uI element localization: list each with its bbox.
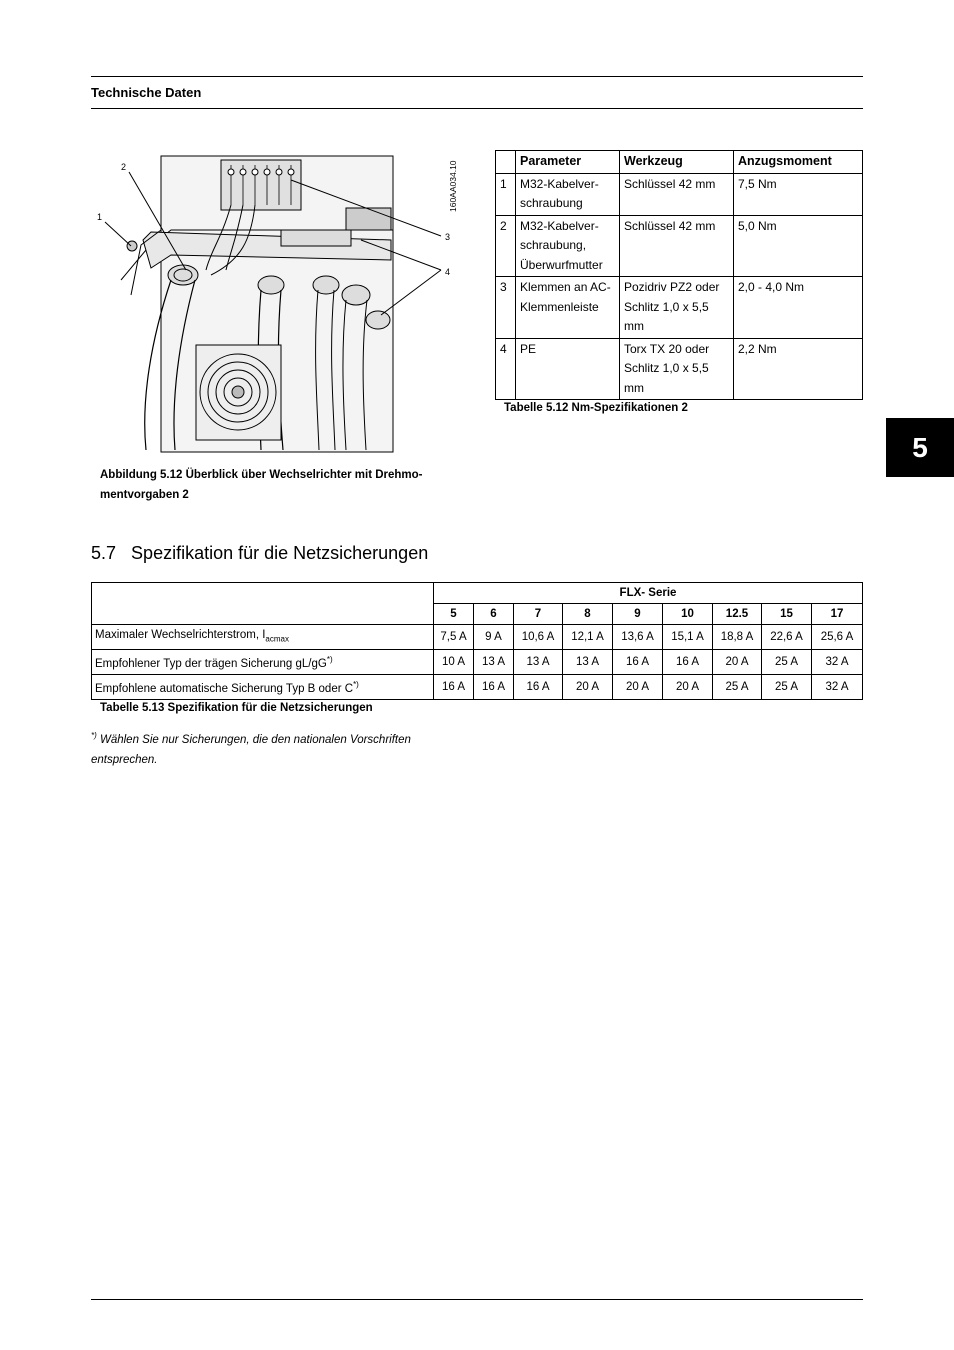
table-cell: 3 [496, 277, 516, 339]
header-top-rule [91, 76, 863, 77]
col-header: Anzugsmoment [734, 151, 863, 174]
table-cell: Pozidriv PZ2 oder Schlitz 1,0 x 5,5 mm [620, 277, 734, 339]
table-cell: 16 A [434, 675, 474, 700]
table-cell: 25 A [762, 650, 812, 675]
row-label-superscript: *) [326, 655, 333, 665]
table-cell: M32-Kabelver-schraubung [516, 173, 620, 215]
table-cell: Schlüssel 42 mm [620, 173, 734, 215]
col-header: 12.5 [713, 604, 762, 625]
footer-rule [91, 1299, 863, 1300]
series-label: FLX- Serie [434, 583, 863, 604]
header-bottom-rule [91, 108, 863, 109]
table-cell: 16 A [474, 675, 514, 700]
table-cell: 5,0 Nm [734, 215, 863, 277]
table-row [92, 650, 863, 675]
table-cell: 32 A [812, 650, 863, 675]
table-cell: 13 A [514, 650, 563, 675]
row-label [92, 675, 434, 700]
row-label [92, 625, 434, 650]
table-cell: 20 A [613, 675, 663, 700]
table-cell: Klemmen an AC-Klemmenleiste [516, 277, 620, 339]
table-row [92, 675, 863, 700]
table-row [92, 625, 863, 650]
empty-corner-cell [92, 583, 434, 625]
table-cell: 20 A [563, 675, 613, 700]
table-header-row [496, 151, 863, 174]
table-cell: 13,6 A [613, 625, 663, 650]
table-cell: 2,0 - 4,0 Nm [734, 277, 863, 339]
table-cell: 22,6 A [762, 625, 812, 650]
table-cell: 16 A [613, 650, 663, 675]
col-header: 10 [663, 604, 713, 625]
callout-3: 3 [445, 232, 451, 242]
row-label-text: Maximaler Wechselrichterstrom, I [95, 629, 266, 641]
table-cell: 7,5 Nm [734, 173, 863, 215]
table-cell: 16 A [663, 650, 713, 675]
row-label-superscript: *) [353, 680, 359, 690]
table-cell: 10 A [434, 650, 474, 675]
col-header: Werkzeug [620, 151, 734, 174]
table-cell: 7,5 A [434, 625, 474, 650]
table-cell: 25,6 A [812, 625, 863, 650]
table-cell: 32 A [812, 675, 863, 700]
table-cell: 18,8 A [713, 625, 762, 650]
figure-caption: Abbildung 5.12 Überblick über Wechselrichter mit Drehmo-mentvorgaben 2 [100, 469, 423, 501]
footnote-text: Wählen Sie nur Sicherungen, die den nationalen Vorschriften entsprechen. [91, 733, 411, 766]
col-header: 5 [434, 604, 474, 625]
series-header-row [92, 583, 863, 604]
fuse-spec-table [91, 582, 863, 700]
table-cell: 16 A [514, 675, 563, 700]
row-label-text: Empfohlener Typ der trägen Sicherung gL/gG [95, 658, 327, 671]
table-cell: 12,1 A [563, 625, 613, 650]
chapter-tab: 5 [886, 418, 954, 477]
section-title: Spezifikation für die Netzsicherungen [131, 543, 429, 563]
table-cell: 13 A [563, 650, 613, 675]
table-cell: 2,2 Nm [734, 338, 863, 400]
col-header: 6 [474, 604, 514, 625]
callout-1: 1 [97, 212, 103, 222]
running-header-title: Technische Daten [91, 85, 202, 100]
figure-code: 160AA034.10 [448, 160, 458, 212]
table-row [496, 173, 863, 215]
table-cell: 15,1 A [663, 625, 713, 650]
table-cell: 4 [496, 338, 516, 400]
fuse-table-caption: Tabelle 5.13 Spezifikation für die Netzsicherungen [100, 702, 373, 714]
table-cell: 10,6 A [514, 625, 563, 650]
nm-table-caption: Tabelle 5.12 Nm-Spezifikationen 2 [504, 402, 688, 414]
row-label [92, 650, 434, 675]
table-cell: 13 A [474, 650, 514, 675]
callout-4: 4 [445, 267, 451, 277]
table-cell: Schlüssel 42 mm [620, 215, 734, 277]
col-header: 7 [514, 604, 563, 625]
table-cell: 20 A [713, 650, 762, 675]
section-number: 5.7 [91, 543, 117, 563]
col-header [496, 151, 516, 174]
table-cell: 2 [496, 215, 516, 277]
table-cell: Torx TX 20 oder Schlitz 1,0 x 5,5 mm [620, 338, 734, 400]
footnote [91, 726, 436, 770]
table-row [496, 215, 863, 277]
table-row [496, 338, 863, 400]
section-heading [91, 543, 428, 564]
table-cell: 9 A [474, 625, 514, 650]
footnote-marker: *) [91, 731, 97, 740]
table-cell: 1 [496, 173, 516, 215]
row-label-subscript: acmax [265, 634, 289, 644]
row-label-text: Empfohlene automatische Sicherung Typ B oder C [95, 682, 354, 695]
callout-2: 2 [121, 162, 127, 172]
table-cell: 20 A [663, 675, 713, 700]
nm-spec-table [495, 150, 863, 400]
col-header: 8 [563, 604, 613, 625]
table-cell: 25 A [713, 675, 762, 700]
col-header: 17 [812, 604, 863, 625]
col-header: Parameter [516, 151, 620, 174]
col-header: 15 [762, 604, 812, 625]
table-row [496, 277, 863, 339]
table-cell: PE [516, 338, 620, 400]
table-cell: 25 A [762, 675, 812, 700]
table-cell: M32-Kabelver-schraubung, Überwurfmutter [516, 215, 620, 277]
col-header: 9 [613, 604, 663, 625]
inverter-drawing [91, 150, 471, 455]
